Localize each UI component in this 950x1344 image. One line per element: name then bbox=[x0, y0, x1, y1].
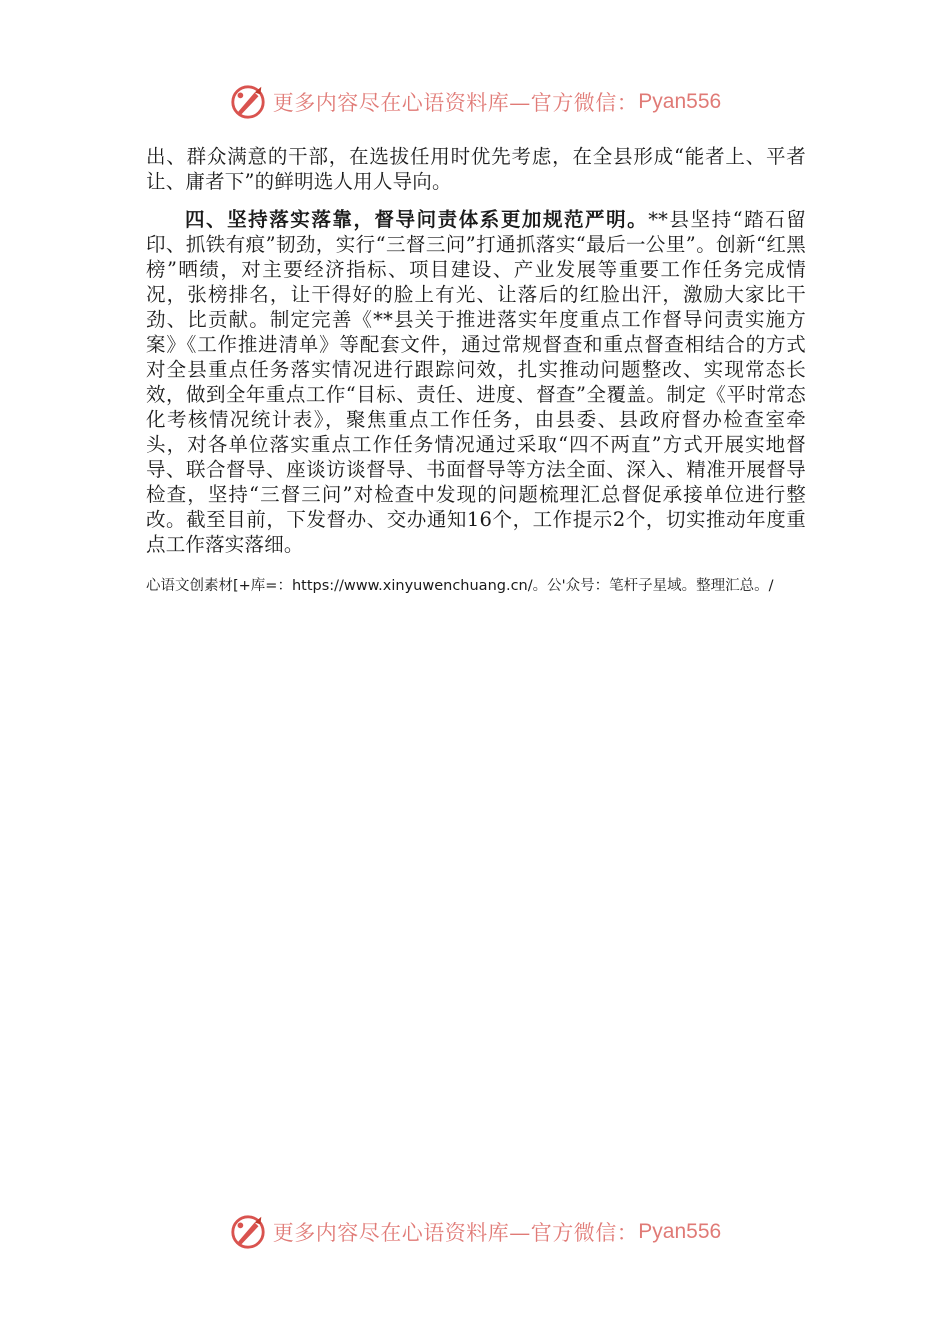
paragraph-section-four bbox=[146, 207, 806, 557]
banner-text: 更多内容尽在心语资料库—官方微信： bbox=[272, 91, 639, 115]
header-banner bbox=[0, 80, 950, 124]
document-body bbox=[146, 144, 806, 597]
section-heading: 四、坚持落实落靠，督导问责体系更加规范严明。 bbox=[185, 208, 649, 231]
quill-pen-logo-icon bbox=[229, 1213, 267, 1251]
source-note: 心语文创素材[+库=：https://www.xinyuwenchuang.cn/。公'众号：笔杆子星域。整理汇总。/ bbox=[146, 578, 774, 594]
section-text: **县坚持“踏石留印、抓铁有痕”韧劲，实行“三督三问”打通抓落实“最后一公里”。创新“红黑榜”晒绩，对主要经济指标、项目建设、产业发展等重要工作任务完成情况，张榜排名，让干得好的脸上有光、让落后的红脸出汗，激励大家比干劲、比贡献。制定完善《**县关于推进落实年度重点工作督导问责实施方案》《工作推进清单》等配套文件，通过常规督查和重点督查相结合的方式对全县重点任务落实情况进行跟踪问效，扎实推动问题整改、实现常态长效，做到全年重点工作“目标、责任、进度、督查”全覆盖。制定《平时常态化考核情况统计表》，聚焦重点工作任务，由县委、县政府督办检查室牵头，对各单位落实重点工作任务情况通过采取“四不两直”方式开展实地督导、联合督导、座谈访谈督导、书面督导等方法全面、深入、精准开展督导检查，坚持“三督三问”对检查中发现的问题梳理汇总督促承接单位进行整改。截至目前，下发督办、交办通知16个，工作提示2个，切实推动年度重点工作落实落细。 bbox=[146, 208, 806, 556]
footer-banner bbox=[0, 1210, 950, 1254]
quill-pen-logo-icon bbox=[229, 83, 267, 121]
paragraph-continuation: 出、群众满意的干部，在选拔任用时优先考虑，在全县形成“能者上、平者让、庸者下”的鲜明选人用人导向。 bbox=[146, 145, 806, 193]
banner-text: 更多内容尽在心语资料库—官方微信： bbox=[272, 1221, 639, 1245]
banner-wechat-id: Pyan556 bbox=[638, 90, 722, 113]
banner-wechat-id: Pyan556 bbox=[638, 1220, 722, 1243]
